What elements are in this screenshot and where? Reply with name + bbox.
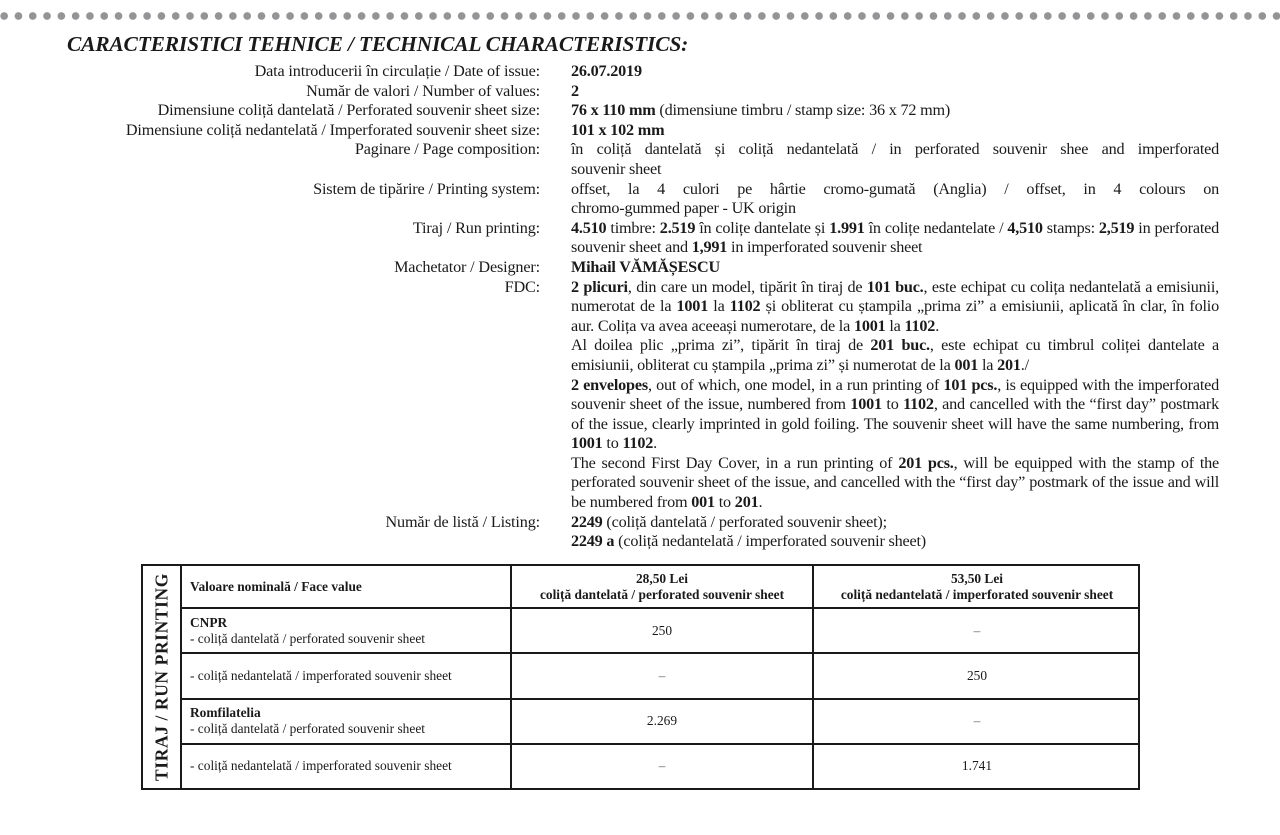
section-heading: CARACTERISTICI TEHNICE / TECHNICAL CHARACTERISTICS: [67, 32, 689, 56]
spec-value: 26.07.2019 [571, 62, 642, 80]
spec-value: 4.510 timbre: 2.519 în colițe dantelate și 1.991 în colițe nedantelate / 4,510 stamps: 2,519 in perforated souvenir sheet and 1,991 in imperforated souvenir sheet [571, 218, 1220, 257]
cell-perforated: – [511, 744, 813, 788]
spec-printing-system [0, 180, 1280, 219]
table-row [182, 653, 1140, 698]
spec-label: FDC: [504, 277, 540, 296]
cell-perforated: 250 [511, 608, 813, 653]
table-row [182, 699, 1140, 744]
header-imperforated: 53,50 Lei coliță nedantelată / imperforated souvenir sheet [813, 566, 1140, 608]
spec-label: Număr de listă / Listing: [385, 512, 540, 531]
fdc-en-paragraph-1: 2 envelopes, out of which, one model, in a run printing of 101 pcs., is equipped with the imperforated souvenir sheet of the issue, numbered from 1001 to 1102, and cancelled with the “first day” postmark of the issue, clearly imprinted in gold foiling. The souvenir sheet will have the same numbering, from 1001 to 1102. [571, 375, 1220, 453]
spec-imperf-size [0, 121, 1280, 141]
fdc-ro-paragraph-1: 2 plicuri, din care un model, tipărit în tiraj de 101 buc., este echipat cu colița nedantelată a emisiunii, numerotat de la 1001 la 1102 și obliterat cu ștampila „prima zi” a emisiunii, aplicată în clar, în folio aur. Colița va avea aceeași numerotare, de la 1001 la 1102. [571, 277, 1219, 335]
header-perforated: 28,50 Lei coliță dantelată / perforated souvenir sheet [511, 566, 813, 608]
spec-label: Tiraj / Run printing: [412, 218, 540, 237]
table-row [182, 744, 1140, 788]
row-label: - coliță nedantelată / imperforated souvenir sheet [182, 744, 511, 788]
row-label: Romfilatelia - coliță dantelată / perforated souvenir sheet [182, 699, 511, 744]
spec-value: 101 x 102 mm [571, 120, 665, 139]
technical-specs [0, 62, 1280, 552]
spec-num-values [0, 82, 1280, 102]
table-side-label: TIRAJ / RUN PRINTING [143, 566, 182, 788]
fdc-en-paragraph-2: The second First Day Cover, in a run printing of 201 pcs., will be equipped with the stamp of the perforated souvenir sheet of the issue, and cancelled with the “first day” postmark of the issue and will be numbered from 001 to 201. [571, 453, 1220, 512]
spec-label: Număr de valori / Number of values: [306, 81, 540, 100]
spec-run-printing [0, 219, 1280, 258]
table-row [182, 608, 1140, 653]
spec-value: 2 [571, 81, 579, 100]
row-label: - coliță nedantelată / imperforated souvenir sheet [182, 653, 511, 698]
cell-imperforated: 250 [813, 653, 1140, 698]
spec-label: Paginare / Page composition: [354, 140, 540, 159]
table-header-row [182, 566, 1140, 608]
spec-label: Sistem de tipărire / Printing system: [313, 179, 540, 198]
spec-listing [0, 513, 1280, 552]
spec-value: 2249 (coliță dantelată / perforated souvenir sheet); 2249 a (coliță nedantelată / imperforated souvenir sheet) [571, 512, 926, 551]
cell-imperforated: – [813, 608, 1140, 653]
dotted-separator [0, 11, 1280, 21]
spec-value: 76 x 110 mm (dimensiune timbru / stamp size: 36 x 72 mm) [571, 101, 951, 120]
face-value-table [182, 566, 1140, 788]
spec-perf-size [0, 101, 1280, 121]
cell-imperforated: – [813, 699, 1140, 744]
spec-label: Dimensiune coliță dantelată / Perforated souvenir sheet size: [157, 101, 540, 120]
spec-value: în coliță dantelată și coliță nedantelată / in perforated souvenir shee and imperforated souvenir sheet [571, 140, 1219, 178]
spec-value [571, 278, 1219, 513]
cell-perforated: – [511, 653, 813, 698]
spec-label: Data introducerii în circulație / Date of issue: [254, 62, 540, 80]
fdc-ro-paragraph-2: Al doilea plic „prima zi”, tipărit în tiraj de 201 buc., este echipat cu timbrul coliței dantelate a emisiunii, obliterat cu ștampila „prima zi” și numerotat de la 001 la 201./ [571, 336, 1219, 374]
spec-label: Dimensiune coliță nedantelată / Imperforated souvenir sheet size: [125, 120, 540, 139]
spec-label: Machetator / Designer: [394, 257, 540, 276]
spec-designer [0, 258, 1280, 278]
row-label: CNPR - coliță dantelată / perforated souvenir sheet [182, 608, 511, 653]
run-printing-table [141, 564, 1140, 790]
cell-imperforated: 1.741 [813, 744, 1140, 788]
spec-page-composition [0, 140, 1280, 179]
header-face-value: Valoare nominală / Face value [182, 566, 511, 608]
spec-value: offset, la 4 culori pe hârtie cromo-gumată (Anglia) / offset, in 4 colours on chromo-gummed paper - UK origin [571, 179, 1219, 218]
spec-fdc [0, 278, 1280, 513]
spec-value: Mihail VĂMĂȘESCU [571, 257, 720, 276]
cell-perforated: 2.269 [511, 699, 813, 744]
spec-date [0, 62, 1280, 82]
